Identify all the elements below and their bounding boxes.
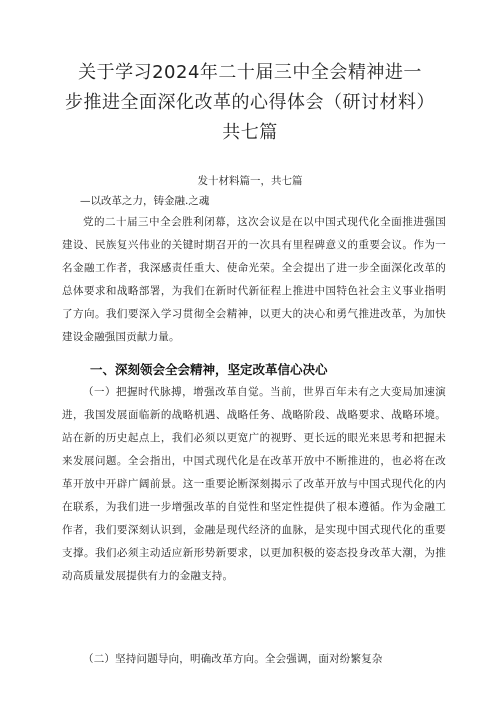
body-paragraph-3-container xyxy=(62,648,446,671)
body-paragraph-1-container xyxy=(62,211,446,349)
document-subtitle: 发十材料篇一，共七篇 xyxy=(197,175,303,187)
section-heading: 一、深刻领会全会精神，坚定改革信心决心 xyxy=(90,362,328,377)
document-title xyxy=(40,58,460,148)
body-paragraph-2-container xyxy=(62,381,446,588)
title-line-3: 共七篇 xyxy=(222,122,278,143)
title-line-1: 关于学习2024年二十届三中全会精神进一 xyxy=(78,62,422,83)
body-paragraph: 党的二十届三中全会胜利闭幕，这次会议是在以中国式现代化全面推进强国建设、民族复兴伟业的关键时期召开的一次具有里程碑意义的重要会议。作为一名金融工作者，我深感责任重大、使命光荣。全会提出了进一步全面深化改革的总体要求和战略部署，为我们在新时代新征程上推进中国特色社会主义事业指明了方向。我们要深入学习贯彻全会精神，以更大的决心和勇气推进改革，为加快建设金融强国贡献力量。 xyxy=(62,216,446,343)
lead-line: —以改革之力，铸金融.之魂 xyxy=(80,195,210,207)
title-line-2: 步推进全面深化改革的心得体会（研讨材料） xyxy=(65,92,435,113)
body-paragraph: （二）坚持问题导向，明确改革方向。全会强调，面对纷繁复杂 xyxy=(83,653,383,665)
body-paragraph: （一）把握时代脉搏，增强改革自觉。当前，世界百年未有之大变局加速演进，我国发展面临新的战略机遇、战略任务、战略阶段、战略要求、战略环境。站在新的历史起点上，我们必须以更宽广的视野、更长远的眼光来思考和把握未来发展问题。全会指出，中国式现代化是在改革开放中不断推进的，也必将在改革开放中开辟广阔前景。这一重要论断深刻揭示了改革开放与中国式现代化的内在联系，为我们进一步增强改革的自觉性和坚定性提供了根本遵循。作为金融工作者，我们要深刻认识到，金融是现代经济的血脉，是实现中国式现代化的重要支撑。我们必须主动适应新形势新要求，以更加积极的姿态投身改革大潮，为推动高质量发展提供有力的金融支持。 xyxy=(62,386,446,582)
